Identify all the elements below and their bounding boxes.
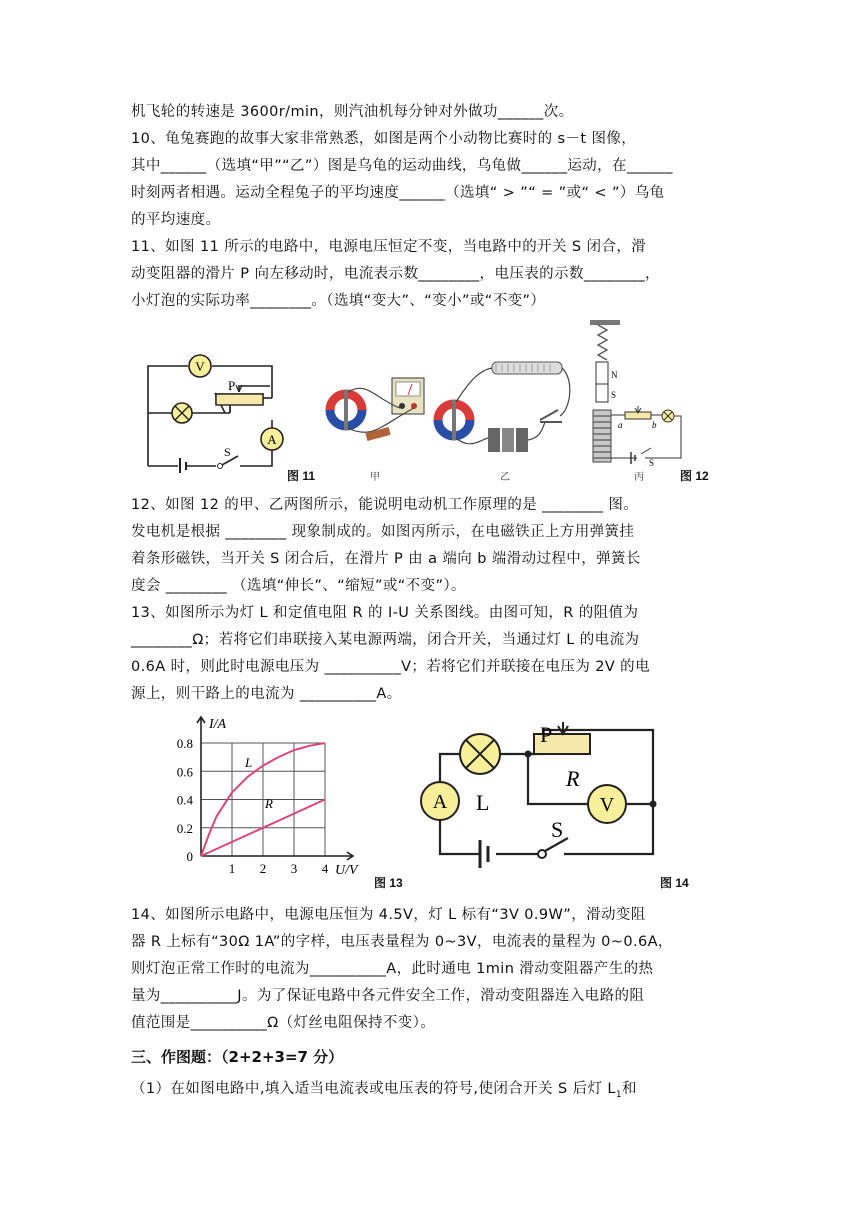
chart-y-tick-label: 0.2	[176, 820, 193, 836]
figure-12-bing-caption: 丙	[634, 472, 644, 483]
fig11-ammeter-label: A	[267, 432, 277, 447]
chart-y-tick-label: 0.4	[176, 792, 193, 808]
figure-13-iu-chart	[165, 712, 375, 882]
text-line-22-main: （1）在如图电路中,填入适当电流表或电压表的符号,使闭合开关 S 后灯 L	[131, 1081, 616, 1097]
text-line-17: 14、如图所示电路中，电源电压恒为 4.5V，灯 L 标有“3V 0.9W”，滑动变阻	[131, 907, 646, 923]
chart-y-tick-label: 0.6	[176, 764, 193, 780]
chart-x-tick-label: 1	[228, 861, 236, 876]
fig14-voltmeter-label: V	[599, 794, 615, 816]
text-line-22	[131, 1076, 729, 1109]
text-line-12: 度会 ________ （选填“伸长”、“缩短”或“不变”）。	[131, 578, 466, 594]
chart-y-axis	[197, 717, 205, 856]
figure-11-caption: 图 11	[287, 469, 316, 483]
chart-x-tick-label: 2	[259, 861, 267, 876]
text-line-5: 的平均速度。	[131, 212, 221, 228]
text-line-1: 机飞轮的转速是 3600r/min，则汽油机每分钟对外做功______次。	[131, 104, 574, 120]
fig14-rheostat-label: R	[566, 766, 580, 791]
text-line-6: 11、如图 11 所示的电路中，电源电压恒定不变，当电路中的开关 S 闭合，滑	[131, 239, 647, 255]
chart-series-label-L: L	[245, 755, 253, 770]
text-line-22-end: 和	[622, 1081, 637, 1097]
text-line-20: 量为__________J。为了保证电路中各元件安全工作，滑动变阻器连入电路的阻	[131, 988, 645, 1004]
figure-11-circuit	[140, 348, 285, 473]
text-line-3: 其中______（选填“甲”“乙”）图是乌龟的运动曲线，乌龟做______运动，在______	[131, 158, 673, 174]
chart-y-tick-label: 0.8	[176, 736, 193, 751]
fig11-voltmeter-label: V	[195, 359, 205, 374]
figure-12-yi-caption: 乙	[500, 472, 510, 483]
text-line-2: 10、龟兔赛跑的故事大家非常熟悉，如图是两个小动物比赛时的 s－t 图像，	[131, 131, 637, 147]
figure-12-jia-caption: 甲	[370, 472, 380, 483]
chart-x-axis-label: U/V	[335, 863, 358, 878]
figure-12-jia-illustration	[322, 370, 432, 450]
text-line-4: 时刻两者相遇。运动全程兔子的平均速度______（选填“ > ”“ = ”或“ < ”）乌龟	[131, 185, 665, 201]
text-line-10: 发电机是根据 ________ 现象制成的。如图丙所示，在电磁铁正上方用弹簧挂	[131, 524, 635, 540]
fig14-ammeter-label: A	[432, 791, 448, 813]
section-heading-drawing: 三、作图题：（2+2+3=7 分）	[131, 1048, 344, 1066]
figure-13-caption: 图 13	[374, 876, 403, 890]
fig12-terminal-b-label: b	[652, 420, 657, 430]
fig11-switch-label: S	[224, 445, 231, 459]
text-line-16: 源上，则干路上的电流为 __________A。	[131, 686, 402, 702]
text-line-19: 则灯泡正常工作时的电流为__________A，此时通电 1min 滑动变阻器产生的热	[131, 961, 654, 977]
chart-y-tick-label: 0	[186, 849, 193, 864]
figure-12-bing-illustration	[585, 318, 685, 468]
chart-x-tick-label: 4	[321, 861, 329, 876]
figure-14-caption: 图 14	[660, 876, 689, 890]
text-line-14: ________Ω；若将它们串联接入某电源两端，闭合开关，当通过灯 L 的电流为	[131, 632, 640, 648]
chart-series-label-R: R	[265, 796, 273, 811]
text-line-15: 0.6A 时，则此时电源电压为 __________V；若将它们并联接在电压为 2V 的电	[131, 659, 650, 675]
fig12-magnet-south-label: S	[611, 390, 617, 400]
fig11-slider-label: P	[228, 378, 236, 393]
text-line-9: 12、如图 12 的甲、乙两图所示，能说明电动机工作原理的是 ________ 图。	[131, 497, 639, 513]
figure-12-caption: 图 12	[680, 469, 709, 483]
fig14-lamp-label: L	[476, 790, 490, 815]
fig12-terminal-a-label: a	[618, 420, 623, 430]
text-line-8: 小灯泡的实际功率________。（选填“变大”、“变小”或“不变”）	[131, 293, 546, 309]
figure-14-circuit	[418, 720, 668, 870]
fig12-switch-label: S	[649, 458, 655, 468]
fig12-magnet-north-label: N	[611, 370, 618, 380]
text-line-21: 值范围是__________Ω（灯丝电阻保持不变）。	[131, 1015, 436, 1031]
fig14-switch-label: S	[551, 817, 564, 842]
text-line-22-subscript: 1	[615, 1089, 622, 1100]
figure-12-yi-illustration	[430, 350, 580, 460]
chart-x-axis	[201, 852, 353, 860]
chart-y-axis-label: I/A	[209, 717, 227, 732]
text-line-11: 着条形磁铁，当开关 S 闭合后，在滑片 P 由 a 端向 b 端滑动过程中，弹簧长	[131, 551, 641, 567]
text-line-7: 动变阻器的滑片 P 向左移动时，电流表示数________，电压表的示数________，	[131, 266, 660, 282]
text-line-18: 器 R 上标有“30Ω 1A”的字样，电压表量程为 0~3V，电流表的量程为 0~0.6A，	[131, 934, 673, 950]
text-line-13: 13、如图所示为灯 L 和定值电阻 R 的 I-U 关系图线。由图可知，R 的阻值为	[131, 605, 639, 621]
chart-x-tick-label: 3	[290, 861, 298, 876]
fig14-slider-label: P	[540, 722, 553, 747]
